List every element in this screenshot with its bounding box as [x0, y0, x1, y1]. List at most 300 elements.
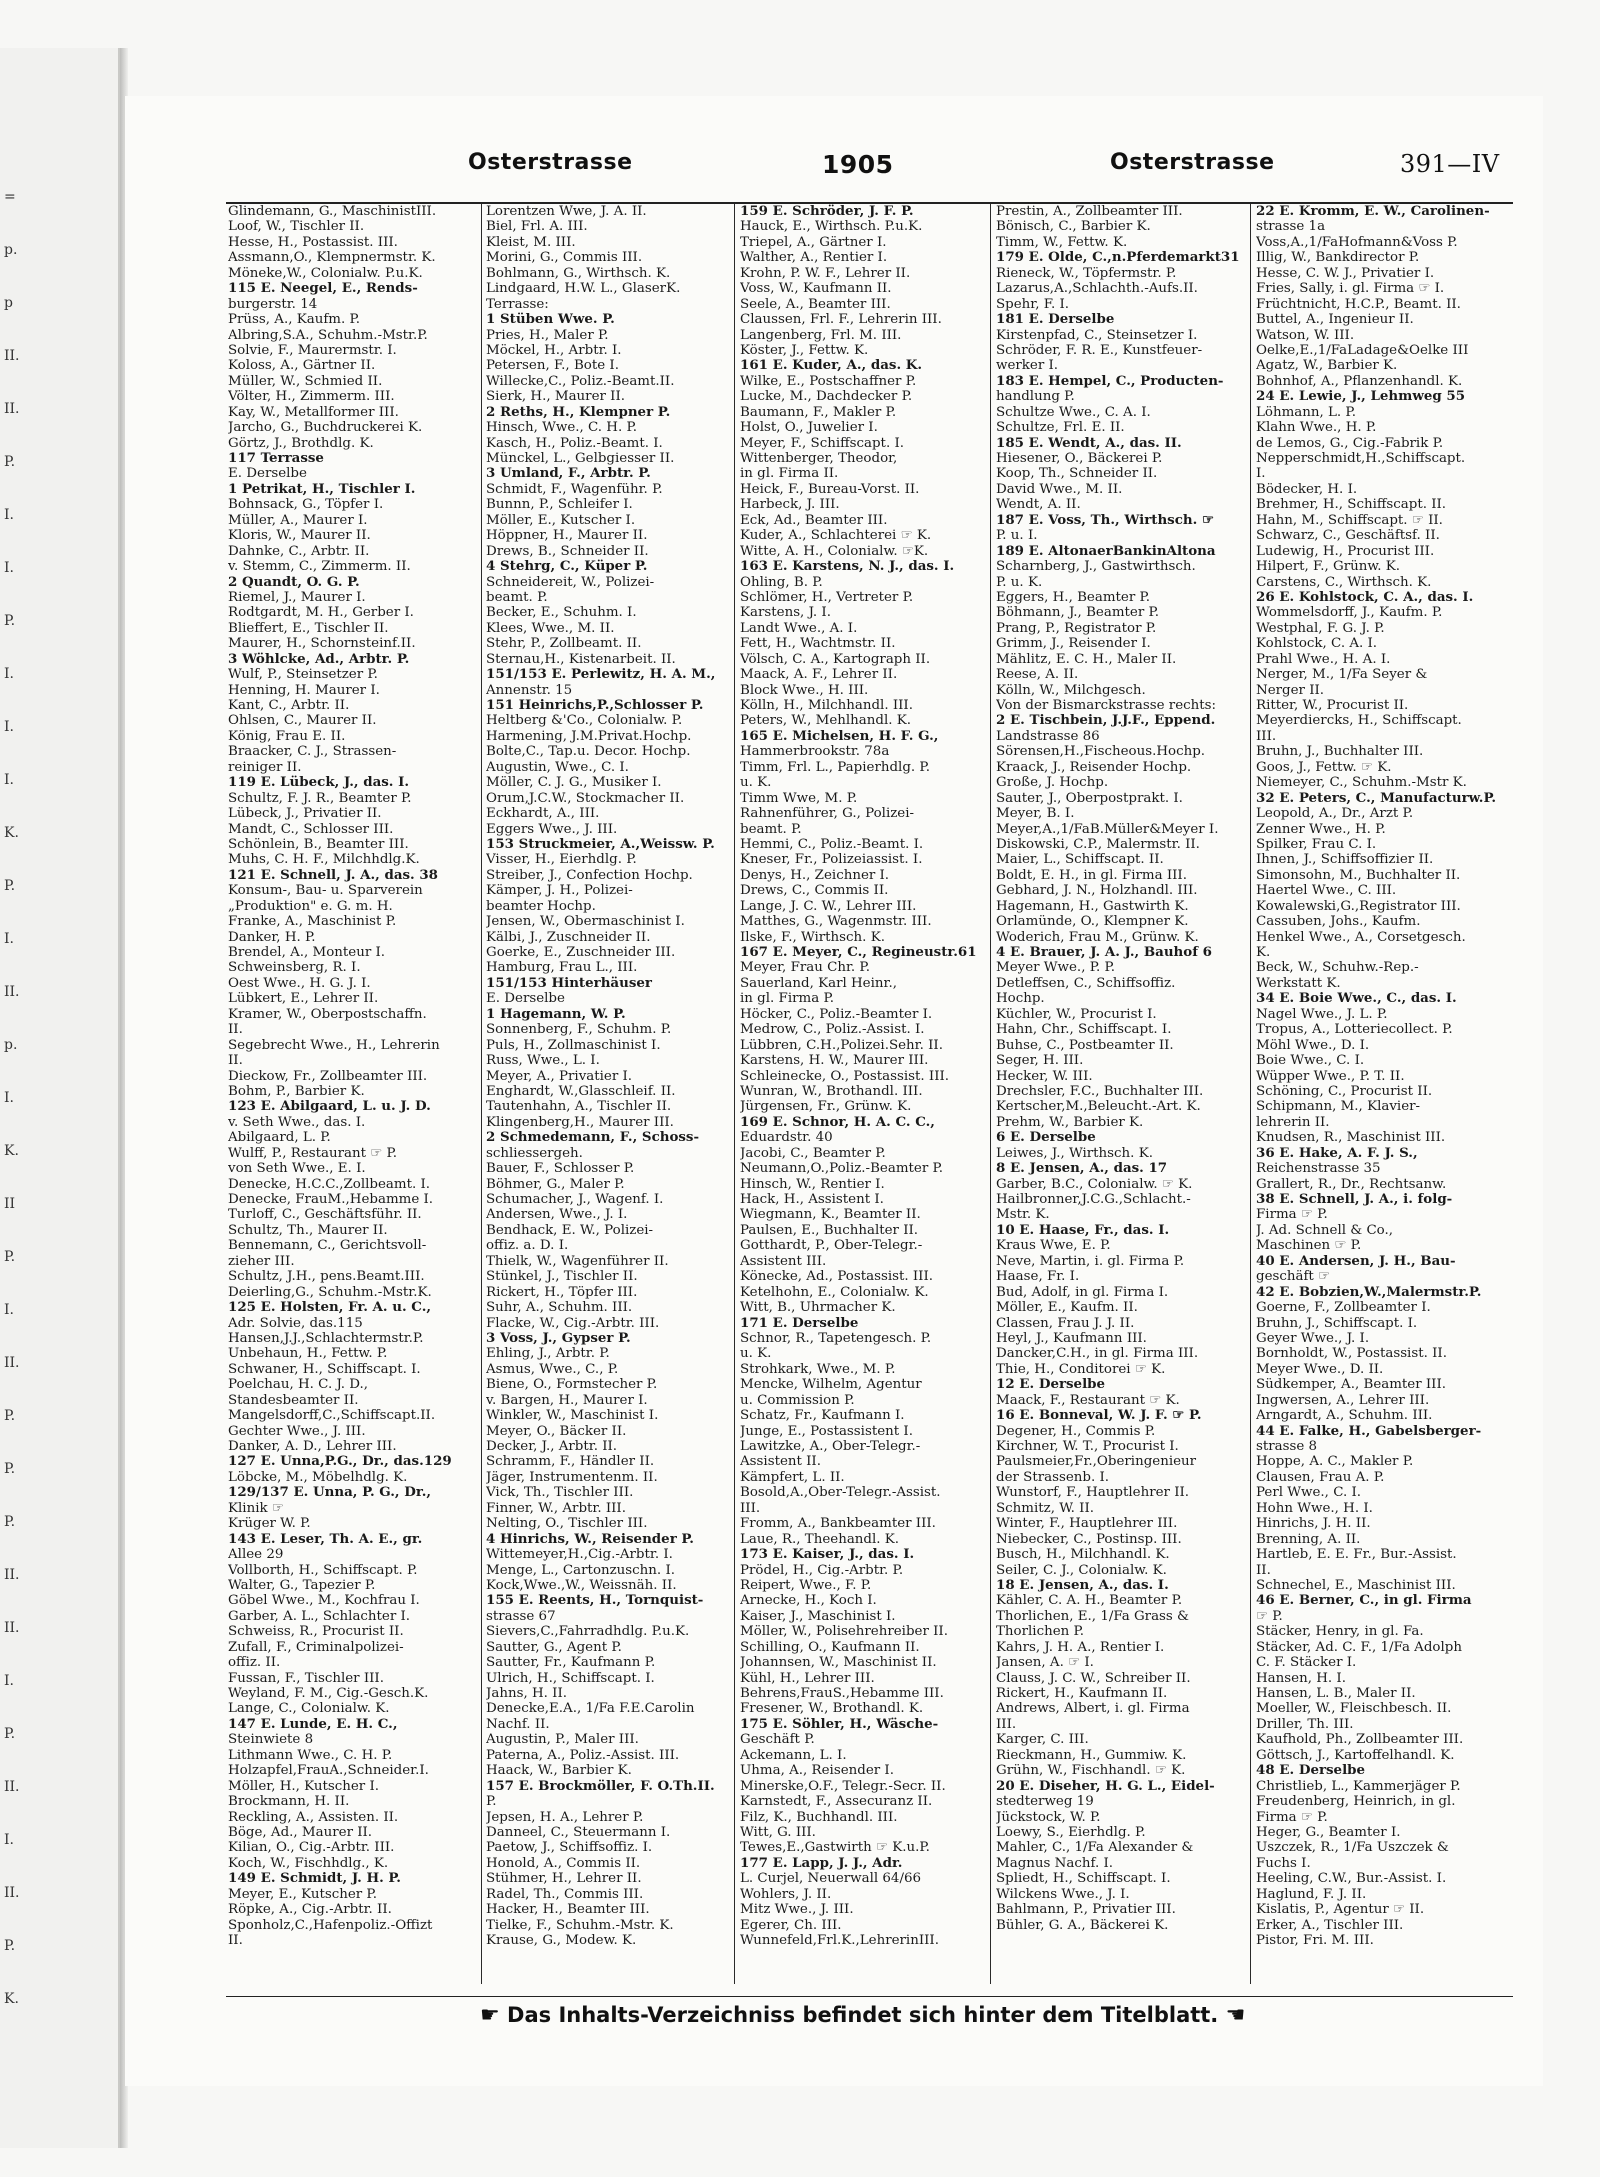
- directory-entry: Schultze, Frl. E. II.: [996, 420, 1125, 436]
- directory-entry: Franke, A., Maschinist P.: [228, 914, 397, 930]
- directory-entry: Mahler, C., 1/Fa Alexander &: [996, 1840, 1194, 1856]
- directory-entry: Bahlmann, P., Privatier III.: [996, 1902, 1176, 1918]
- directory-entry: Timm, W., Fettw. K.: [996, 234, 1128, 250]
- directory-entry: Mangelsdorff,C.,Schiffscapt.II.: [228, 1408, 436, 1424]
- directory-entry: Bosold,A.,Ober-Telegr.-Assist.: [740, 1485, 941, 1501]
- directory-entry: 18 E. Jensen, A., das. I.: [996, 1577, 1169, 1593]
- directory-entry: der Strassenb. I.: [996, 1469, 1110, 1485]
- directory-entry: Watson, W. III.: [1256, 327, 1355, 343]
- directory-entry: Göttsch, J., Kartoffelhandl. K.: [1256, 1747, 1455, 1763]
- directory-entry: Krause, G., Modew. K.: [486, 1933, 637, 1948]
- directory-entry: Decker, J., Arbtr. II.: [486, 1439, 618, 1454]
- margin-glyph: P.: [4, 1514, 16, 1530]
- directory-entry: Schlömer, H., Vertreter P.: [740, 589, 914, 605]
- directory-entry: Meyer,A.,1/FaB.Müller&Meyer I.: [996, 821, 1219, 837]
- directory-entry: Menge, L., Cartonzuschn. I.: [486, 1562, 675, 1578]
- directory-entry: 44 E. Falke, H., Gabelsberger-: [1256, 1423, 1482, 1439]
- directory-entry: Mandt, C., Schlosser III.: [228, 821, 394, 837]
- directory-entry: 175 E. Söhler, H., Wäsche-: [740, 1716, 939, 1732]
- directory-entry: in gl. Firma P.: [740, 991, 834, 1007]
- directory-entry: Eckhardt, A., III.: [486, 806, 600, 822]
- directory-entry: Assmann,O., Klempnermstr. K.: [228, 250, 436, 266]
- directory-entry: Böhmer, G., Maler P.: [486, 1176, 625, 1192]
- directory-entry: Hinrichs, J. H. II.: [1256, 1516, 1371, 1532]
- directory-entry: Schramm, F., Händler II.: [486, 1454, 655, 1470]
- column-divider: [481, 204, 482, 1984]
- page-footer: [480, 2003, 1300, 2033]
- previous-page-edge: [0, 48, 120, 2148]
- directory-entry: 3 Wöhlcke, Ad., Arbtr. P.: [228, 651, 410, 667]
- directory-entry: Erker, A., Tischler III.: [1256, 1917, 1404, 1933]
- directory-entry: Denecke, H.C.C.,Zollbeamt. I.: [228, 1176, 431, 1192]
- directory-entry: Kilian, O., Cig.-Arbtr. III.: [228, 1840, 395, 1856]
- directory-entry: Beck, W., Schuhw.-Rep.-: [1256, 960, 1419, 976]
- directory-entry: Ackemann, L. I.: [740, 1747, 847, 1763]
- directory-entry: Jäger, Instrumentenm. II.: [486, 1469, 658, 1485]
- directory-entry: Abilgaard, L. P.: [228, 1130, 331, 1146]
- directory-entry: Hansen, H. I.: [1256, 1670, 1346, 1686]
- directory-entry: Classen, Frau J. J. II.: [996, 1315, 1135, 1331]
- directory-entry: „Produktion" e. G. m. H.: [228, 898, 393, 914]
- directory-entry: Kock,Wwe.,W., Weissnäh. II.: [486, 1577, 677, 1593]
- street-title-left: Osterstrasse: [468, 150, 633, 175]
- directory-entry: Gechter Wwe., J. III.: [228, 1423, 366, 1439]
- margin-glyph: P.: [4, 1408, 16, 1424]
- directory-entry: Meyer Wwe., P. P.: [996, 960, 1116, 976]
- directory-entry: Kuder, A., Schlachterei ☞ K.: [740, 528, 932, 544]
- directory-entry: Meyer, A., Privatier I.: [486, 1068, 633, 1084]
- directory-entry: 129/137 E. Unna, P. G., Dr.,: [228, 1485, 432, 1501]
- directory-entry: Görtz, J., Brothdlg. K.: [228, 435, 374, 451]
- directory-entry: Petersen, F., Bote I.: [486, 358, 619, 374]
- directory-entry: Eduardstr. 40: [740, 1130, 833, 1146]
- directory-entry: 159 E. Schröder, J. F. P.: [740, 204, 914, 219]
- directory-entry: Woderich, Frau M., Grünw. K.: [996, 929, 1199, 945]
- directory-entry: Henning, H. Maurer I.: [228, 682, 380, 698]
- directory-entry: Geyer Wwe., J. I.: [1256, 1330, 1370, 1346]
- directory-entry: 189 E. AltonaerBankinAltona: [996, 543, 1216, 559]
- directory-entry: Hauck, E., Wirthsch. P.u.K.: [740, 219, 923, 235]
- directory-entry: Eggers Wwe., J. III.: [486, 821, 618, 837]
- directory-entry: u. Commission P.: [740, 1392, 855, 1408]
- directory-entry: Sörensen,H.,Fischeous.Hochp.: [996, 744, 1206, 760]
- directory-entry: Möller, E., Kutscher I.: [486, 512, 636, 528]
- directory-entry: Hemmi, C., Poliz.-Beamt. I.: [740, 836, 924, 852]
- directory-entry: Hesse, C. W. J., Privatier I.: [1256, 265, 1435, 281]
- directory-entry: Andersen, Wwe., J. I.: [486, 1207, 628, 1223]
- directory-entry: Denys, H., Zeichner I.: [740, 867, 890, 883]
- directory-entry: Leopold, A., Dr., Arzt P.: [1256, 806, 1414, 822]
- directory-entry: Schöning, C., Procurist II.: [1256, 1083, 1433, 1099]
- directory-entry: Kraack, J., Reisender Hochp.: [996, 759, 1192, 775]
- directory-entry: Bruhn, J., Buchhalter III.: [1256, 744, 1424, 760]
- directory-entry: Egerer, Ch. III.: [740, 1917, 842, 1933]
- directory-entry: Kähler, C. A. H., Beamter P.: [996, 1593, 1183, 1609]
- directory-entry: Klahn Wwe., H. P.: [1256, 420, 1377, 436]
- directory-entry: Maschinen ☞ P.: [1256, 1238, 1362, 1254]
- directory-entry: offiz. a. D. I.: [486, 1238, 569, 1254]
- directory-entry: Werkstatt K.: [1256, 975, 1341, 991]
- directory-entry: Kneser, Fr., Polizeiassist. I.: [740, 852, 923, 868]
- directory-entry: Kämper, J. H., Polizei-: [486, 883, 633, 899]
- directory-entry: v. Stemm, C., Zimmerm. II.: [228, 559, 411, 575]
- margin-glyph: P.: [4, 454, 16, 470]
- directory-entry: E. Derselbe: [228, 466, 307, 482]
- directory-entry: Konsum-, Bau- u. Sparverein: [228, 883, 423, 899]
- directory-entry: Simonsohn, M., Buchhalter II.: [1256, 867, 1461, 883]
- directory-entry: Albring,S.A., Schuhm.-Mstr.P.: [228, 327, 428, 343]
- directory-entry: Rahnenführer, G., Polizei-: [740, 806, 915, 822]
- directory-entry: Detleffsen, C., Schiffsoffiz.: [996, 975, 1176, 991]
- directory-entry: Schultz, F. J. R., Beamter P.: [228, 790, 412, 806]
- margin-glyph: p: [4, 295, 13, 311]
- directory-entry: Poelchau, H. C. J. D.,: [228, 1377, 369, 1393]
- directory-entry: Agatz, W., Barbier K.: [1256, 358, 1398, 374]
- directory-entry: Zenner Wwe., H. P.: [1256, 821, 1386, 837]
- directory-entry: Sonnenberg, F., Schuhm. P.: [486, 1022, 672, 1038]
- directory-entry: Meyer, E., Kutscher P.: [228, 1886, 377, 1902]
- directory-entry: III.: [996, 1716, 1017, 1732]
- directory-entry: Tielke, F., Schuhm.-Mstr. K.: [486, 1917, 674, 1933]
- footer-note: Das Inhalts-Verzeichniss befindet sich hinter dem Titelblatt.: [507, 2003, 1219, 2027]
- directory-entry: Früchtnicht, H.C.P., Beamt. II.: [1256, 296, 1461, 312]
- directory-entry: Reichenstrasse 35: [1256, 1161, 1381, 1177]
- directory-entry: Göbel Wwe., M., Kochfrau I.: [228, 1593, 420, 1609]
- directory-entry: Bornholdt, W., Postassist. II.: [1256, 1346, 1447, 1362]
- directory-entry: Möller, H., Kutscher I.: [228, 1778, 379, 1794]
- directory-entry: Wilke, E., Postschaffner P.: [740, 373, 917, 389]
- directory-entry: Clauss, J. C. W., Schreiber II.: [996, 1670, 1191, 1686]
- directory-entry: 173 E. Kaiser, J., das. I.: [740, 1547, 915, 1563]
- directory-entry: Ihnen, J., Schiffsoffizier II.: [1256, 852, 1434, 868]
- directory-entry: 125 E. Holsten, Fr. A. u. C.,: [228, 1300, 432, 1316]
- directory-entry: II.: [228, 1933, 243, 1948]
- directory-entry: burgerstr. 14: [228, 296, 318, 312]
- directory-entry: Schweiss, R., Procurist II.: [228, 1624, 404, 1640]
- directory-entry: v. Bargen, H., Maurer I.: [486, 1392, 648, 1408]
- directory-entry: Thorlichen P.: [996, 1624, 1085, 1640]
- directory-entry: Müller, W., Schmied II.: [228, 373, 383, 389]
- directory-entry: Fresener, W., Brothandl. K.: [740, 1701, 924, 1717]
- directory-entry: Seele, A., Beamter III.: [740, 296, 891, 312]
- directory-entry: Paulsen, E., Buchhalter II.: [740, 1222, 919, 1238]
- directory-entry: von Seth Wwe., E. I.: [228, 1161, 366, 1177]
- directory-entry: Magnus Nachf. I.: [996, 1855, 1114, 1871]
- directory-entry: 151/153 E. Perlewitz, H. A. M.,: [486, 667, 716, 683]
- directory-entry: Möhl Wwe., D. I.: [1256, 1037, 1370, 1053]
- directory-entry: Minerske,O.F., Telegr.-Secr. II.: [740, 1778, 946, 1794]
- directory-entry: Loof, W., Tischler II.: [228, 219, 365, 235]
- directory-entry: Firma ☞ P.: [1256, 1207, 1328, 1223]
- directory-entry: Glindemann, G., MaschinistIII.: [228, 204, 437, 219]
- directory-entry: Finner, W., Arbtr. III.: [486, 1500, 626, 1516]
- directory-entry: Kirstenpfad, C., Steinsetzer I.: [996, 327, 1198, 343]
- directory-entry: Paetow, J., Schiffsoffiz. I.: [486, 1840, 653, 1856]
- directory-entry: Flacke, W., Cig.-Arbtr. III.: [486, 1315, 660, 1331]
- directory-entry: Knudsen, R., Maschinist III.: [1256, 1130, 1446, 1146]
- directory-entry: K.: [1256, 945, 1271, 960]
- directory-entry: Lübbren, C.H.,Polizei.Sehr. II.: [740, 1037, 943, 1053]
- margin-glyph: II.: [4, 1355, 20, 1371]
- directory-column-5: [1256, 204, 1506, 1984]
- directory-entry: Bendhack, E. W., Polizei-: [486, 1222, 654, 1238]
- directory-entry: Südkemper, A., Beamter III.: [1256, 1377, 1447, 1393]
- directory-entry: Visser, H., Eierhdlg. P.: [486, 852, 637, 868]
- directory-entry: Schneidereit, W., Polizei-: [486, 574, 655, 590]
- directory-entry: Timm, Frl. L., Papierhdlg. P.: [740, 759, 930, 775]
- directory-entry: Laue, R., Theehandl. K.: [740, 1531, 900, 1547]
- directory-entry: Ludewig, H., Procurist III.: [1256, 543, 1435, 559]
- directory-entry: 22 E. Kromm, E. W., Carolinen-: [1256, 204, 1490, 219]
- margin-glyph: II.: [4, 401, 20, 417]
- directory-entry: Henkel Wwe., A., Corsetgesch.: [1256, 929, 1466, 945]
- directory-entry: Kasch, H., Poliz.-Beamt. I.: [486, 435, 663, 451]
- directory-entry: Heick, F., Bureau-Vorst. II.: [740, 481, 920, 497]
- directory-entry: Kühl, H., Lehrer III.: [740, 1670, 875, 1686]
- directory-entry: 167 E. Meyer, C., Regineustr.61: [740, 945, 977, 960]
- margin-glyph: I.: [4, 1302, 14, 1318]
- directory-entry: Lorentzen Wwe, J. A. II.: [486, 204, 647, 219]
- directory-entry: Haglund, F. J. II.: [1256, 1886, 1367, 1902]
- directory-entry: Möller, C. J. G., Musiker I.: [486, 775, 662, 791]
- directory-entry: Hagemann, H., Gastwirth K.: [996, 898, 1189, 914]
- margin-glyph: II.: [4, 1885, 20, 1901]
- directory-entry: E. Derselbe: [486, 991, 565, 1007]
- directory-entry: Schumacher, J., Wagenf. I.: [486, 1192, 664, 1207]
- directory-entry: Leiwes, J., Wirthsch. K.: [996, 1145, 1153, 1161]
- directory-entry: Völter, H., Zimmerm. III.: [228, 389, 395, 405]
- directory-entry: Hilpert, F., Grünw. K.: [1256, 559, 1400, 575]
- directory-entry: Oelke,E.,1/FaLadage&Oelke III: [1256, 342, 1469, 358]
- directory-entry: Witt, G. III.: [740, 1824, 816, 1840]
- directory-entry: 8 E. Jensen, A., das. 17: [996, 1161, 1168, 1177]
- directory-entry: Schnor, R., Tapetengesch. P.: [740, 1330, 932, 1346]
- directory-entry: in gl. Firma II.: [740, 466, 839, 482]
- page-number: 391—IV: [1400, 150, 1500, 178]
- directory-entry: Christlieb, L., Kammerjäger P.: [1256, 1778, 1461, 1794]
- directory-entry: Kislatis, P., Agentur ☞ II.: [1256, 1902, 1425, 1918]
- directory-entry: Kölln, H., Milchhandl. III.: [740, 698, 913, 713]
- directory-entry: Degener, H., Commis P.: [996, 1423, 1156, 1439]
- directory-entry: 26 E. Kohlstock, C. A., das. I.: [1256, 589, 1474, 605]
- directory-entry: Jepsen, H. A., Lehrer P.: [486, 1809, 644, 1825]
- directory-entry: Hiesener, O., Bäckerei P.: [996, 451, 1163, 466]
- directory-entry: Nerger, M., 1/Fa Seyer &: [1256, 667, 1428, 683]
- directory-entry: 20 E. Diseher, H. G. L., Eidel-: [996, 1778, 1215, 1794]
- directory-entry: Buttel, A., Ingenieur II.: [1256, 312, 1414, 328]
- directory-entry: Adr. Solvie, das.115: [228, 1315, 363, 1331]
- directory-entry: Bunnn, P., Schleifer I.: [486, 497, 633, 513]
- directory-entry: Wunnefeld,Frl.K.,LehrerinIII.: [740, 1933, 939, 1948]
- directory-entry: Winter, F., Hauptlehrer III.: [996, 1516, 1178, 1532]
- directory-entry: Hoppe, A. C., Makler P.: [1256, 1454, 1414, 1470]
- directory-entry: Vollborth, H., Schiffscapt. P.: [228, 1562, 418, 1578]
- directory-entry: Paulsmeier,Fr.,Oberingenieur: [996, 1454, 1197, 1470]
- margin-glyph: II: [4, 1196, 16, 1212]
- directory-entry: Johannsen, W., Maschinist II.: [740, 1655, 937, 1671]
- directory-entry: offiz. II.: [228, 1655, 281, 1671]
- directory-entry: 119 E. Lübeck, J., das. I.: [228, 775, 410, 791]
- directory-entry: Stühmer, H., Lehrer II.: [486, 1871, 642, 1887]
- directory-entry: Kraus Wwe, E. P.: [996, 1238, 1111, 1254]
- margin-glyph: P.: [4, 1726, 16, 1742]
- directory-entry: Prahl Wwe., H. A. I.: [1256, 651, 1391, 667]
- directory-entry: III.: [1256, 728, 1277, 744]
- directory-entry: Hack, H., Assistent I.: [740, 1192, 884, 1207]
- directory-entry: Weyland, F. M., Cig.-Gesch.K.: [228, 1686, 429, 1701]
- directory-entry: Firma ☞ P.: [1256, 1809, 1328, 1825]
- margin-glyph: P.: [4, 1938, 16, 1954]
- pointing-hand-right-icon: ☚: [1225, 2003, 1246, 2028]
- directory-entry: Prehm, W., Barbier K.: [996, 1114, 1144, 1130]
- directory-entry: Bühler, G. A., Bäckerei K.: [996, 1917, 1169, 1933]
- directory-entry: 36 E. Hake, A. F. J. S.,: [1256, 1145, 1418, 1161]
- directory-entry: Jansen, A. ☞ I.: [996, 1655, 1094, 1671]
- directory-entry: 161 E. Kuder, A., das. K.: [740, 358, 923, 374]
- directory-entry: Boldt, E. H., in gl. Firma III.: [996, 867, 1187, 883]
- directory-entry: Kohlstock, C. A. I.: [1256, 636, 1378, 652]
- directory-entry: Jahns, H. II.: [486, 1686, 568, 1701]
- directory-entry: Dahnke, C., Arbtr. II.: [228, 543, 370, 559]
- directory-entry: 123 E. Abilgaard, L. u. J. D.: [228, 1099, 431, 1115]
- directory-entry: beamt. P.: [486, 589, 548, 605]
- directory-entry: 147 E. Lunde, E. H. C.,: [228, 1716, 398, 1732]
- directory-entry: Matthes, G., Wagenmstr. III.: [740, 914, 932, 930]
- directory-entry: 117 Terrasse: [228, 451, 324, 466]
- directory-entry: Nelting, O., Tischler III.: [486, 1516, 648, 1532]
- directory-entry: Köster, J., Fettw. K.: [740, 342, 869, 358]
- directory-entry: II.: [228, 1022, 243, 1038]
- directory-entry: Lawitzke, A., Ober-Telegr.-: [740, 1439, 921, 1454]
- directory-entry: Mitz Wwe., J. III.: [740, 1902, 854, 1918]
- directory-entry: lehrerin II.: [1256, 1114, 1330, 1130]
- directory-entry: 121 E. Schnell, J. A., das. 38: [228, 867, 438, 883]
- directory-entry: Wiegmann, K., Beamter II.: [740, 1207, 921, 1223]
- directory-entry: Lange, J. C. W., Lehrer III.: [740, 898, 917, 914]
- directory-entry: Voss, W., Kaufmann II.: [740, 281, 892, 297]
- directory-entry: Böge, Ad., Maurer II.: [228, 1824, 373, 1840]
- directory-entry: Kloris, W., Maurer II.: [228, 528, 371, 544]
- directory-entry: Filz, K., Buchhandl. III.: [740, 1809, 898, 1825]
- directory-entry: Steinwiete 8: [228, 1732, 314, 1748]
- directory-entry: Karger, C. III.: [996, 1732, 1089, 1748]
- directory-entry: Augustin, P., Maler III.: [486, 1732, 639, 1748]
- directory-entry: Terrasse:: [486, 296, 549, 312]
- directory-entry: v. Seth Wwe., das. I.: [228, 1114, 366, 1130]
- directory-entry: Brenning, A. II.: [1256, 1531, 1361, 1547]
- directory-entry: Kaiser, J., Maschinist I.: [740, 1608, 896, 1624]
- directory-entry: Dancker,C.H., in gl. Firma III.: [996, 1346, 1199, 1362]
- directory-entry: Kertscher,M.,Beleucht.-Art. K.: [996, 1099, 1201, 1115]
- margin-glyph: =: [4, 189, 16, 205]
- directory-entry: Sautter, Fr., Kaufmann P.: [486, 1655, 656, 1671]
- directory-entry: Prödel, H., Cig.-Arbtr. P.: [740, 1562, 904, 1578]
- directory-entry: Pistor, Fri. M. III.: [1256, 1933, 1374, 1948]
- directory-entry: beamt. P.: [740, 821, 802, 837]
- directory-entry: Puls, H., Zollmaschinist I.: [486, 1037, 661, 1053]
- directory-entry: Rieckmann, H., Gummiw. K.: [996, 1747, 1187, 1763]
- directory-entry: Uszczek, R., 1/Fa Uszczek &: [1256, 1840, 1449, 1856]
- directory-entry: Prestin, A., Zollbeamter III.: [996, 204, 1183, 219]
- margin-glyph: I.: [4, 560, 14, 576]
- directory-entry: Schmidt, F., Wagenführ. P.: [486, 481, 663, 497]
- directory-entry: Loewy, S., Eierhdlg. P.: [996, 1824, 1146, 1840]
- directory-entry: Timm Wwe, M. P.: [740, 790, 858, 806]
- directory-entry: Scharnberg, J., Gastwirthsch.: [996, 559, 1196, 575]
- directory-entry: Karstens, H. W., Maurer III.: [740, 1053, 929, 1069]
- directory-entry: 149 E. Schmidt, J. H. P.: [228, 1871, 401, 1887]
- directory-entry: Eck, Ad., Beamter III.: [740, 512, 888, 528]
- margin-glyph: p.: [4, 242, 18, 258]
- directory-entry: Meyer, F., Schiffscapt. I.: [740, 435, 905, 451]
- directory-entry: Bohm, P., Barbier K.: [228, 1083, 365, 1099]
- directory-entry: 151 Heinrichs,P.,Schlosser P.: [486, 698, 704, 713]
- directory-entry: Westphal, F. G. J. P.: [1256, 620, 1385, 636]
- directory-entry: Sautter, G., Agent P.: [486, 1639, 622, 1655]
- directory-entry: Jensen, W., Obermaschinist I.: [486, 914, 685, 930]
- directory-entry: Neve, Martin, i. gl. Firma P.: [996, 1253, 1185, 1269]
- directory-entry: Ehling, J., Arbtr. P.: [486, 1346, 610, 1362]
- directory-entry: Eggers, H., Beamter P.: [996, 589, 1151, 605]
- directory-entry: Meyer Wwe., D. II.: [1256, 1361, 1384, 1377]
- directory-entry: Muhs, C. H. F., Milchhdlg.K.: [228, 852, 420, 868]
- directory-entry: Haase, Fr. I.: [996, 1269, 1080, 1285]
- directory-entry: Baumann, F., Makler P.: [740, 404, 897, 420]
- directory-entry: Hecker, W. III.: [996, 1068, 1093, 1084]
- directory-entry: Bödecker, H. I.: [1256, 481, 1358, 497]
- margin-glyph: II.: [4, 1620, 20, 1636]
- directory-entry: Biel, Frl. A. III.: [486, 219, 588, 235]
- directory-entry: Wommelsdorff, J., Kaufm. P.: [1256, 605, 1443, 621]
- directory-entry: Ohling, B. P.: [740, 574, 823, 590]
- directory-entry: Niemeyer, C., Schuhm.-Mstr K.: [1256, 775, 1467, 791]
- directory-entry: Rieneck, W., Töpfermstr. P.: [996, 265, 1177, 281]
- directory-entry: Völsch, C. A., Kartograph II.: [740, 651, 931, 667]
- directory-entry: Klees, Wwe., M. II.: [486, 620, 615, 636]
- directory-entry: Örum,J.C.W., Stockmacher II.: [486, 790, 685, 806]
- margin-glyph: P.: [4, 1249, 16, 1265]
- directory-entry: 1 Stüben Wwe. P.: [486, 312, 615, 328]
- directory-entry: Wulf, P., Steinsetzer P.: [228, 667, 378, 683]
- directory-entry: Zufall, F., Criminalpolizei-: [228, 1639, 404, 1655]
- directory-entry: Ohlsen, C., Maurer II.: [228, 713, 377, 729]
- directory-entry: 115 E. Neegel, E., Rends-: [228, 281, 418, 297]
- directory-entry: Tropus, A., Lotteriecollect. P.: [1256, 1022, 1453, 1038]
- directory-entry: 40 E. Andersen, J. H., Bau-: [1256, 1253, 1456, 1269]
- directory-entry: 157 E. Brockmöller, F. O.Th.II.: [486, 1778, 715, 1794]
- directory-entry: Lazarus,A.,Schlachth.-Aufs.II.: [996, 281, 1198, 297]
- directory-entry: Neumann,O.,Poliz.-Beamter P.: [740, 1161, 944, 1177]
- directory-entry: Augustin, Wwe., C. I.: [486, 759, 629, 775]
- directory-entry: Stäcker, Henry, in gl. Fa.: [1256, 1624, 1424, 1640]
- directory-entry: Münckel, L., Gelbgiesser II.: [486, 451, 675, 466]
- directory-entry: Könecke, Ad., Postassist. III.: [740, 1269, 933, 1285]
- directory-entry: Löbcke, M., Möbelhdlg. K.: [228, 1469, 408, 1485]
- directory-entry: 42 E. Bobzien,W.,Malermstr.P.: [1256, 1284, 1482, 1300]
- directory-entry: Morini, G., Commis III.: [486, 250, 643, 266]
- directory-entry: Landt Wwe., A. I.: [740, 620, 858, 636]
- directory-entry: Suhr, A., Schuhm. III.: [486, 1300, 633, 1316]
- directory-entry: Maurer, H., Schornsteinf.II.: [228, 636, 416, 652]
- directory-entry: Mählitz, E. C. H., Maler II.: [996, 651, 1177, 667]
- directory-entry: werker I.: [996, 358, 1059, 374]
- directory-entry: Enghardt, W.,Glasschleif. II.: [486, 1083, 676, 1099]
- directory-entry: Arngardt, A., Schuhm. III.: [1256, 1408, 1433, 1424]
- directory-column-2: [486, 204, 736, 1984]
- directory-entry: Reipert, Wwe., F. P.: [740, 1577, 872, 1593]
- directory-entry: Assistent II.: [740, 1454, 821, 1470]
- directory-entry: Meyer, O., Bäcker II.: [486, 1423, 627, 1439]
